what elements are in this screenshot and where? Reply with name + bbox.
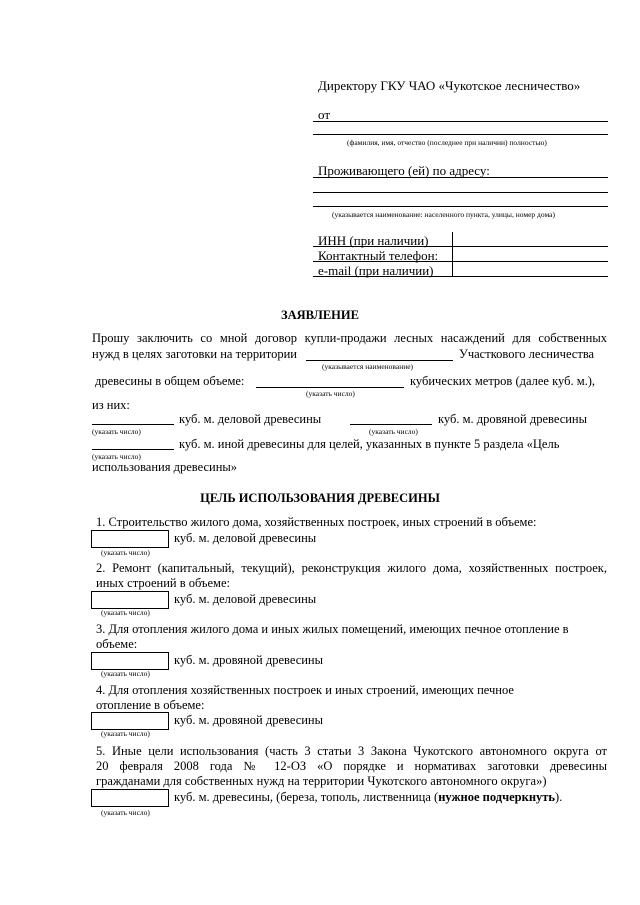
inn-label: ИНН (при наличии) — [318, 233, 429, 248]
item-3-text-a: 3. Для отопления жилого дома и иных жилых помещений, имеющих печное отопление в — [96, 622, 569, 636]
item-5-hint: (указать число) — [101, 808, 150, 817]
hint-number-mid: (указать число) — [369, 427, 418, 436]
request-line-2b: Участкового лесничества — [459, 347, 595, 361]
residing-label: Проживающего (ей) по адресу: — [318, 163, 490, 178]
from-line-2[interactable] — [313, 134, 608, 135]
item-1-text: 1. Строительство жилого дома, хозяйственных построек, иных строений в объеме: — [96, 515, 537, 529]
item-2-text-a: 2. Ремонт (капитальный, текущий), реконструкция жилого дома, хозяйственных построек, — [96, 561, 607, 575]
item-2-hint: (указать число) — [101, 608, 150, 617]
hint-number: (указать число) — [306, 389, 355, 398]
other-wood-label-2: использования древесины» — [92, 460, 238, 474]
item-5-emphasis: нужное подчеркнуть — [438, 790, 556, 804]
item-4-unit: куб. м. дровяной древесины — [174, 713, 324, 727]
phone-line — [313, 261, 608, 262]
from-label: от — [318, 107, 331, 122]
other-wood-label: куб. м. иной древесины для целей, указанных в пункте 5 раздела «Цель — [179, 437, 560, 451]
address-line-3[interactable] — [313, 206, 608, 207]
from-line-1[interactable] — [313, 121, 608, 122]
item-4-text-b: отопление в объеме: — [96, 698, 205, 712]
section-title: ЦЕЛЬ ИСПОЛЬЗОВАНИЯ ДРЕВЕСИНЫ — [200, 491, 440, 505]
fio-hint: (фамилия, имя, отчество (последнее при наличии) полностью) — [347, 138, 547, 147]
request-line-1: Прошу заключить со мной договор купли-продажи лесных насаждений для собственных — [92, 331, 607, 345]
item-4-text-a: 4. Для отопления хозяйственных построек и иных строений, имеющих печное — [96, 683, 514, 697]
item-2-volume-input[interactable] — [91, 591, 169, 609]
hint-name: (указывается наименование) — [322, 362, 414, 371]
item-3-hint: (указать число) — [101, 669, 150, 678]
other-volume-line[interactable] — [92, 449, 174, 450]
item-5-end: ). — [555, 790, 563, 804]
email-label: e-mail (при наличии) — [318, 263, 434, 278]
hint-number-left: (указать число) — [92, 427, 141, 436]
item-5-unit: куб. м. древесины, (береза, тополь, лиственница ( — [174, 790, 439, 804]
item-1-unit: куб. м. деловой древесины — [174, 531, 317, 545]
phone-field[interactable] — [453, 248, 607, 260]
request-line-3a: древесины в общем объеме: — [95, 374, 245, 388]
item-5-text-a: 5. Иные цели использования (часть 3 статьи 3 Закона Чукотского автономного округа от — [96, 744, 607, 758]
item-2-text-b: иных строений в объеме: — [96, 576, 230, 590]
fuel-volume-line[interactable] — [350, 424, 432, 425]
business-wood-label: куб. м. деловой древесины — [179, 412, 322, 426]
inn-field[interactable] — [453, 233, 607, 245]
email-line — [313, 276, 608, 277]
item-4-hint: (указать число) — [101, 729, 150, 738]
request-line-2a: нужд в целях заготовки на территории — [92, 347, 297, 361]
item-3-unit: куб. м. дровяной древесины — [174, 653, 324, 667]
phone-label: Контактный телефон: — [318, 248, 439, 263]
territory-line[interactable] — [306, 360, 453, 361]
hint-number-left2: (указать число) — [92, 452, 141, 461]
item-5-volume-input[interactable] — [91, 789, 169, 807]
business-volume-line[interactable] — [92, 424, 174, 425]
item-2-unit: куб. м. деловой древесины — [174, 592, 317, 606]
item-5-unit-line — [174, 790, 562, 805]
request-line-3b: кубических метров (далее куб. м.), — [410, 374, 596, 388]
email-field[interactable] — [453, 263, 607, 275]
item-1-hint: (указать число) — [101, 548, 150, 557]
item-1-volume-input[interactable] — [91, 530, 169, 548]
fuel-wood-label: куб. м. дровяной древесины — [438, 412, 588, 426]
document-title: ЗАЯВЛЕНИЕ — [281, 308, 359, 322]
total-volume-line[interactable] — [256, 387, 404, 388]
item-3-volume-input[interactable] — [91, 652, 169, 670]
address-line-1[interactable] — [313, 177, 608, 178]
address-line-2[interactable] — [313, 192, 608, 193]
addressee: Директору ГКУ ЧАО «Чукотское лесничество» — [318, 78, 581, 93]
item-5-text-b: 20 февраля 2008 года № 12-ОЗ «О порядке и нормативах заготовки древесины — [96, 759, 607, 773]
inn-line — [313, 246, 608, 247]
item-5-text-c: гражданами для собственных нужд на территории Чукотского автономного округа») — [96, 774, 547, 788]
item-4-volume-input[interactable] — [91, 712, 169, 730]
request-line-4: из них: — [92, 398, 130, 412]
address-hint: (указывается наименование: населенного пункта, улицы, номер дома) — [332, 210, 555, 219]
item-3-text-b: объеме: — [96, 637, 138, 651]
